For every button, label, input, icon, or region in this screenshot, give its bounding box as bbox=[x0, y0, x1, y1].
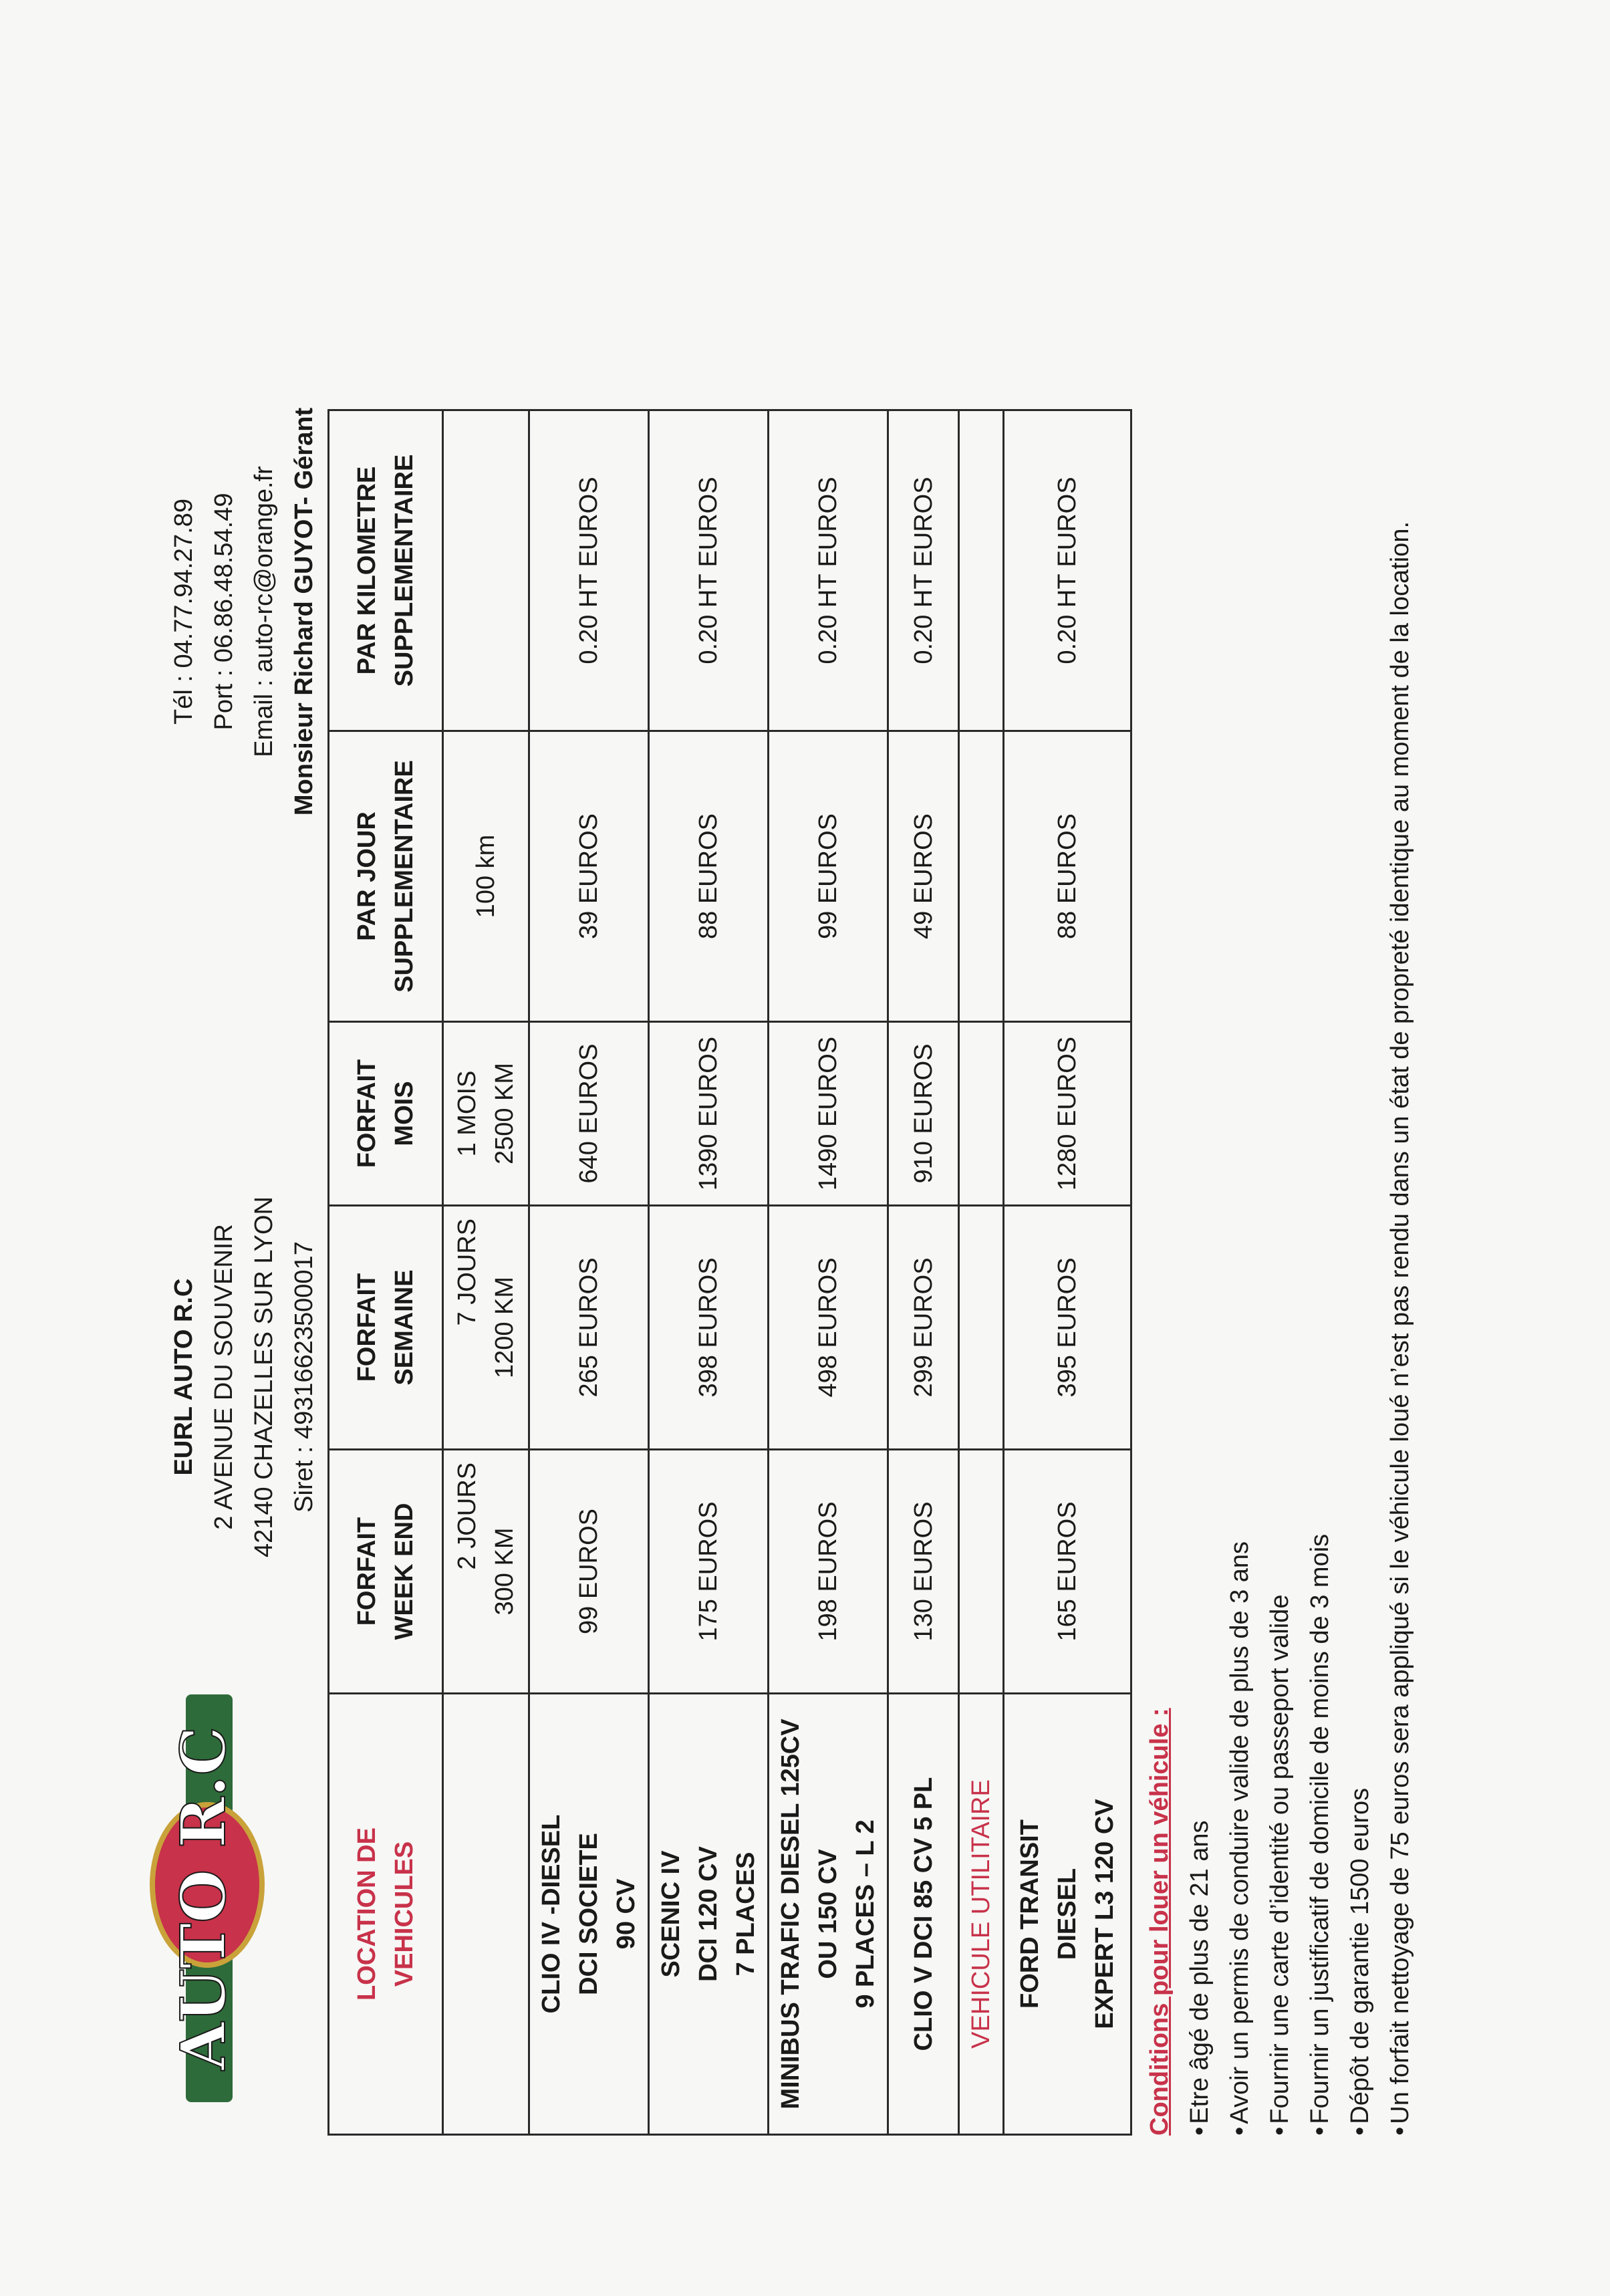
subheader-semaine-days: 7 JOURS bbox=[453, 1219, 481, 1326]
company-logo bbox=[146, 1691, 266, 2106]
vehicle-name-line: DIESEL bbox=[1053, 1868, 1081, 1960]
price-km: 0.20 HT EUROS bbox=[529, 410, 649, 731]
vehicle-name-line: FORD TRANSIT bbox=[1016, 1819, 1044, 2009]
price-weekend: 198 EUROS bbox=[769, 1450, 888, 1694]
vehicle-name-line: 9 PLACES – L 2 bbox=[851, 1819, 880, 2009]
table-row bbox=[1004, 410, 1131, 2135]
header-semaine bbox=[329, 1206, 443, 1450]
header-km-line: PAR KILOMETRE bbox=[353, 466, 381, 675]
header-vehicle-line: LOCATION DE bbox=[353, 1827, 381, 2001]
vehicle-name bbox=[529, 1694, 649, 2135]
vehicle-name bbox=[888, 1694, 959, 2135]
header-km-line: SUPPLEMENTAIRE bbox=[390, 454, 418, 687]
subheader-mois bbox=[443, 1022, 529, 1206]
header-km bbox=[329, 410, 443, 731]
header-jour-line: PAR JOUR bbox=[353, 811, 381, 941]
subheader-semaine bbox=[443, 1206, 529, 1450]
logo-text: AUTO R.C bbox=[167, 1727, 239, 2070]
company-name: EURL AUTO R.C bbox=[170, 1278, 198, 1476]
table-header-row bbox=[329, 410, 443, 2135]
price-km: 0.20 HT EUROS bbox=[769, 410, 888, 731]
vehicle-name-line: EXPERT L3 120 CV bbox=[1091, 1799, 1119, 2029]
header-mois bbox=[329, 1022, 443, 1206]
price-mois: 910 EUROS bbox=[888, 1022, 959, 1206]
condition-item: • Avoir un permis de conduire valide de plus de 3 ans bbox=[1220, 331, 1260, 2136]
subheader-semaine-km: 1200 KM bbox=[491, 1276, 519, 1379]
company-info bbox=[164, 1059, 324, 1694]
price-mois: 1280 EUROS bbox=[1004, 1022, 1131, 1206]
table-row bbox=[649, 410, 769, 2135]
contact-email: Email : auto-rc@orange.fr bbox=[250, 466, 278, 757]
subheader-jour: 100 km bbox=[443, 731, 529, 1022]
contact-info bbox=[164, 271, 324, 952]
logo-graphic bbox=[146, 1691, 266, 2106]
subheader-weekend bbox=[443, 1450, 529, 1694]
subheader-vehicle-empty bbox=[443, 1694, 529, 2135]
vehicle-name-line: 7 PLACES bbox=[732, 1852, 760, 1976]
price-weekend: 175 EUROS bbox=[649, 1450, 769, 1694]
utility-section-label: VEHICULE UTILITAIRE bbox=[959, 1694, 1004, 2135]
vehicle-name-line: CLIO V DCI 85 CV 5 PL bbox=[909, 1777, 938, 2051]
conditions-title: Conditions pour louer un véhicule : bbox=[1146, 1708, 1174, 2136]
header-semaine-line: SEMAINE bbox=[390, 1269, 418, 1386]
header-jour bbox=[329, 731, 443, 1022]
header-weekend-line: FORFAIT bbox=[353, 1517, 381, 1626]
price-semaine: 395 EUROS bbox=[1004, 1206, 1131, 1450]
contact-port: Port : 06.86.48.54.49 bbox=[210, 493, 238, 731]
company-address-line1: 2 AVENUE DU SOUVENIR bbox=[210, 1224, 238, 1530]
header-jour-line: SUPPLEMENTAIRE bbox=[390, 760, 418, 993]
price-weekend: 130 EUROS bbox=[888, 1450, 959, 1694]
table-subheader-row bbox=[443, 410, 529, 2135]
utility-section-row bbox=[959, 410, 1004, 2135]
table-row bbox=[529, 410, 649, 2135]
rental-rates-table bbox=[327, 409, 1132, 2136]
vehicle-name-line: SCENIC IV bbox=[657, 1850, 685, 1978]
vehicle-name bbox=[1004, 1694, 1131, 2135]
utility-empty-cell bbox=[959, 1022, 1004, 1206]
price-weekend: 99 EUROS bbox=[529, 1450, 649, 1694]
subheader-weekend-days: 2 JOURS bbox=[453, 1462, 481, 1570]
price-jour: 99 EUROS bbox=[769, 731, 888, 1022]
price-mois: 1490 EUROS bbox=[769, 1022, 888, 1206]
price-jour: 88 EUROS bbox=[649, 731, 769, 1022]
price-jour: 88 EUROS bbox=[1004, 731, 1131, 1022]
header-mois-line: FORFAIT bbox=[353, 1059, 381, 1168]
vehicle-name bbox=[769, 1694, 888, 2135]
price-jour: 49 EUROS bbox=[888, 731, 959, 1022]
condition-item: • Dépôt de garantie 1500 euros bbox=[1340, 331, 1380, 2136]
header-mois-line: MOIS bbox=[390, 1081, 418, 1146]
company-address-line2: 42140 CHAZELLES SUR LYON bbox=[250, 1196, 278, 1557]
vehicle-name-line: DCI SOCIETE bbox=[575, 1833, 603, 1995]
price-semaine: 299 EUROS bbox=[888, 1206, 959, 1450]
utility-empty-cell bbox=[959, 731, 1004, 1022]
table-row bbox=[888, 410, 959, 2135]
contact-tel: Tél : 04.77.94.27.89 bbox=[170, 498, 198, 725]
vehicle-name-line: CLIO IV -DIESEL bbox=[537, 1814, 565, 2014]
header-vehicle-line: VEHICULES bbox=[390, 1841, 418, 1987]
vehicle-name-line: OU 150 CV bbox=[814, 1849, 842, 1979]
condition-item: • Un forfait nettoyage de 75 euros sera appliqué si le véhicule loué n’est pas rendu dans un état de propreté identique au moment de la location. bbox=[1380, 331, 1420, 2136]
contact-manager: Monsieur Richard GUYOT- Gérant bbox=[290, 407, 318, 816]
price-km: 0.20 HT EUROS bbox=[1004, 410, 1131, 731]
header-vehicle bbox=[329, 1694, 443, 2135]
condition-item: • Etre âgé de plus de 21 ans bbox=[1180, 331, 1220, 2136]
rental-conditions bbox=[1139, 331, 1420, 2136]
conditions-list bbox=[1180, 331, 1420, 2136]
subheader-weekend-km: 300 KM bbox=[491, 1527, 519, 1616]
vehicle-name bbox=[649, 1694, 769, 2135]
price-jour: 39 EUROS bbox=[529, 731, 649, 1022]
subheader-mois-duration: 1 MOIS bbox=[453, 1070, 481, 1157]
subheader-mois-km: 2500 KM bbox=[491, 1062, 519, 1165]
price-semaine: 265 EUROS bbox=[529, 1206, 649, 1450]
utility-empty-cell bbox=[959, 410, 1004, 731]
table-row bbox=[769, 410, 888, 2135]
utility-empty-cell bbox=[959, 1206, 1004, 1450]
price-weekend: 165 EUROS bbox=[1004, 1450, 1131, 1694]
subheader-km-empty bbox=[443, 410, 529, 731]
header-weekend-line: WEEK END bbox=[390, 1503, 418, 1640]
price-semaine: 398 EUROS bbox=[649, 1206, 769, 1450]
price-km: 0.20 HT EUROS bbox=[888, 410, 959, 731]
price-mois: 640 EUROS bbox=[529, 1022, 649, 1206]
vehicle-name-line: MINIBUS TRAFIC DIESEL 125CV bbox=[777, 1718, 805, 2110]
vehicle-name-line: 90 CV bbox=[612, 1878, 640, 1950]
condition-item: • Fournir un justificatif de domicile de moins de 3 mois bbox=[1300, 331, 1340, 2136]
utility-empty-cell bbox=[959, 1450, 1004, 1694]
price-mois: 1390 EUROS bbox=[649, 1022, 769, 1206]
header-weekend bbox=[329, 1450, 443, 1694]
vehicle-name-line: DCI 120 CV bbox=[694, 1846, 722, 1982]
condition-item: • Fournir une carte d’identité ou passeport valide bbox=[1260, 331, 1300, 2136]
price-km: 0.20 HT EUROS bbox=[649, 410, 769, 731]
company-siret: Siret : 49316623500017 bbox=[290, 1241, 318, 1513]
header-semaine-line: FORFAIT bbox=[353, 1273, 381, 1382]
price-semaine: 498 EUROS bbox=[769, 1206, 888, 1450]
